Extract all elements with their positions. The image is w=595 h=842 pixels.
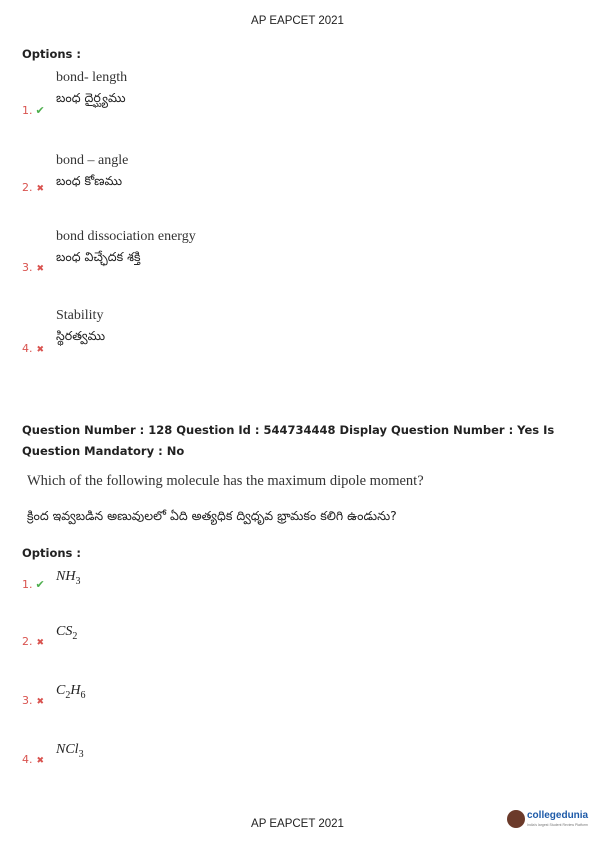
page-footer: AP EAPCET 2021	[251, 818, 344, 830]
option-text-en: Stability	[56, 308, 104, 323]
check-icon: ✔	[35, 104, 45, 117]
option-text-te: స్థిరత్వము	[56, 328, 106, 343]
option-formula: $CS_2$	[56, 624, 78, 642]
option-text-te: బంధ విచ్ఛేదక శక్తి	[56, 249, 141, 264]
option-number: 4. ✖	[22, 342, 45, 355]
cross-icon: ✖	[36, 697, 45, 707]
question-text-te: క్రింద ఇవ్వబడిన అణువులలో ఏది అత్యధిక ద్విధృవ భ్రామకం కలిగి ఉండును?	[27, 508, 397, 523]
option-number: 1. ✔	[22, 104, 45, 117]
mascot-icon	[507, 810, 525, 828]
question-header: Question Number : 128 Question Id : 544734448 Display Question Number : Yes Is Question Mandatory : No	[22, 423, 555, 458]
option-number: 1. ✔	[22, 578, 45, 591]
option-text-en: bond dissociation energy	[56, 229, 196, 244]
option-text-en: bond- length	[56, 70, 128, 85]
options-label: Options :	[22, 546, 81, 560]
logo-tagline: India's largest Student Review Platform	[527, 823, 588, 827]
cross-icon: ✖	[36, 756, 45, 766]
option-text-te: బంధ కోణము	[56, 173, 123, 188]
option-number: 3. ✖	[22, 261, 45, 274]
cross-icon: ✖	[36, 184, 45, 194]
cross-icon: ✖	[36, 264, 45, 274]
options-label: Options :	[22, 47, 81, 61]
cross-icon: ✖	[36, 638, 45, 648]
option-text-te: బంధ దైర్ఘ్యము	[56, 90, 126, 105]
check-icon: ✔	[35, 578, 45, 591]
option-number: 3. ✖	[22, 694, 45, 707]
page-header: AP EAPCET 2021	[251, 15, 344, 27]
option-formula: $NH_3$	[56, 569, 81, 587]
option-number: 2. ✖	[22, 635, 45, 648]
option-number: 2. ✖	[22, 181, 45, 194]
option-formula: $C_2H_6$	[56, 683, 86, 701]
cross-icon: ✖	[36, 345, 45, 355]
option-formula: NCl$_3$	[56, 742, 84, 760]
option-text-en: bond – angle	[56, 153, 129, 168]
logo-brand: collegedunia	[527, 810, 589, 821]
collegedunia-logo	[507, 808, 591, 834]
option-number: 4. ✖	[22, 753, 45, 766]
question-text-en: Which of the following molecule has the maximum dipole moment?	[27, 473, 424, 489]
